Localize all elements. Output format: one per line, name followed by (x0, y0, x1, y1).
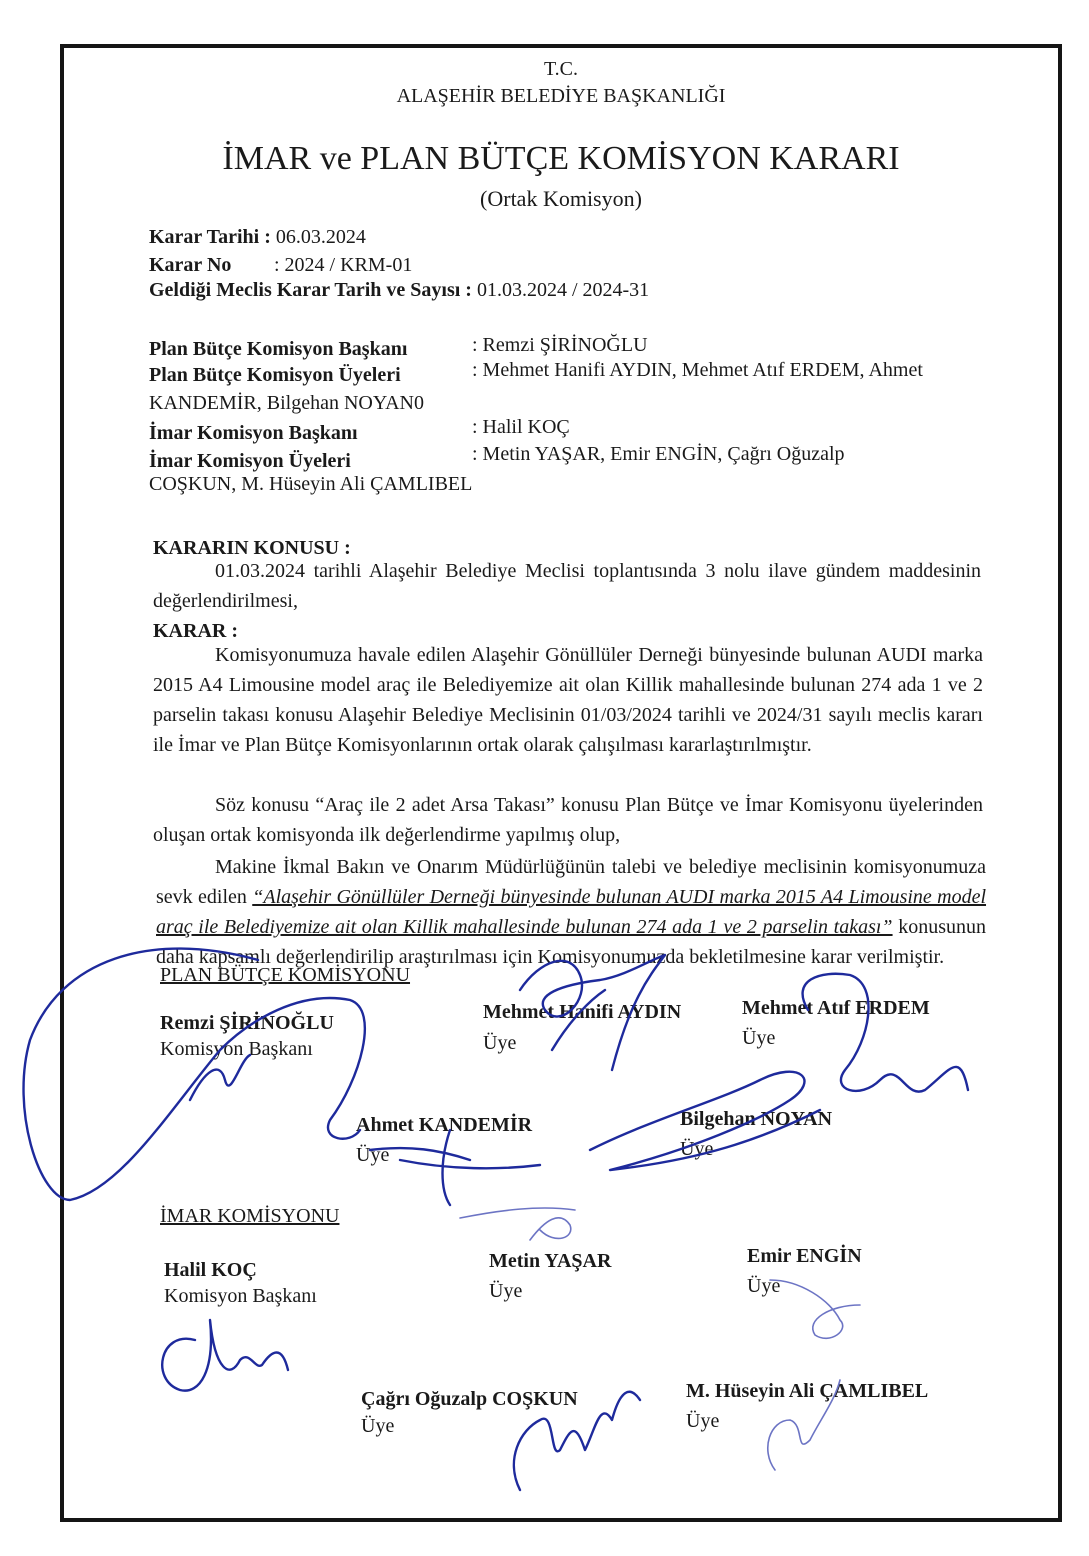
pb-sign-1-name: Remzi ŞİRİNOĞLU (160, 1012, 334, 1034)
imar-members-label: İmar Komisyon Üyeleri (149, 450, 351, 472)
pb-sign-5-name: Bilgehan NOYAN (680, 1108, 833, 1130)
imar-chair-value: : Halil KOÇ (472, 416, 570, 438)
decision-paragraph-1: Komisyonumuza havale edilen Alaşehir Gönüllüler Derneği bünyesinde bulunan AUDI marka 2015 A4 Limousine model araç ile Belediyemize ait olan Killik mahallesinde bulunan 274 ada 1 ve 2 parselin takası konusu Alaşehir Belediye Meclisinin 01/03/2024 tarihli ve 2024/31 sayılı meclis kararı ile İmar ve Plan Bütçe Komisyonlarının ortak olarak çalışılması kararlaştırılmıştır. (153, 644, 983, 756)
imar-sign-4-name: Çağrı Oğuzalp COŞKUN (361, 1388, 578, 1410)
pb-sign-4-name: Ahmet KANDEMİR (356, 1114, 533, 1136)
imar-members-value: : Metin YAŞAR, Emir ENGİN, Çağrı Oğuzalp (472, 443, 845, 465)
imar-sign-3-name: Emir ENGİN (747, 1245, 862, 1267)
imar-sign-5-role: Üye (686, 1410, 720, 1432)
imar-sign-1-role: Komisyon Başkanı (164, 1285, 317, 1307)
imar-sign-3-role: Üye (747, 1275, 781, 1297)
header-institution: ALAŞEHİR BELEDİYE BAŞKANLIĞI (396, 85, 726, 107)
imar-sign-2-name: Metin YAŞAR (489, 1250, 612, 1272)
pb-members-cont: KANDEMİR, Bilgehan NOYAN0 (149, 392, 424, 414)
meclis-label: Geldiği Meclis Karar Tarih ve Sayısı : (149, 279, 472, 301)
pb-sign-3-name: Mehmet Atıf ERDEM (742, 997, 930, 1019)
p3-conclusion: konusunun daha kapsamlı değerlendirilip araştırılması için Komisyonumuzda bekletilmesine karar verilmiştir. (156, 916, 986, 968)
imar-chair-label: İmar Komisyon Başkanı (149, 422, 358, 444)
pb-chair-label: Plan Bütçe Komisyon Başkanı (149, 338, 408, 360)
imar-sign-4-role: Üye (361, 1415, 395, 1437)
subject-heading: KARARIN KONUSU : (153, 537, 351, 559)
pb-sign-5-role: Üye (680, 1138, 714, 1160)
meclis-value: 01.03.2024 / 2024-31 (476, 279, 650, 301)
subject-text: 01.03.2024 tarihli Alaşehir Belediye Meclisi toplantısında 3 nolu ilave gündem maddesinin değerlendirilmesi, (153, 560, 981, 612)
document-subtitle: (Ortak Komisyon) (480, 186, 642, 211)
imar-heading: İMAR KOMİSYONU (160, 1205, 340, 1227)
p3-intro: Makine İkmal Bakın ve Onarım Müdürlüğünün talebi ve belediye meclisinin komisyonumuza sevk edilen (156, 856, 986, 908)
imar-sign-1-name: Halil KOÇ (164, 1259, 257, 1281)
decision-no-value: : 2024 / KRM-01 (274, 254, 413, 276)
pb-chair-value: : Remzi ŞİRİNOĞLU (472, 334, 648, 356)
p3-quote: “Alaşehir Gönüllüler Derneği bünyesinde bulunan AUDI marka 2015 A4 Limousine model araç ile Belediyemize ait olan Killik mahallesinde bulunan 274 ada 1 ve 2 parselin takası” (156, 886, 987, 938)
decision-paragraph-3 (156, 852, 986, 972)
decision-paragraph-2: Söz konusu “Araç ile 2 adet Arsa Takası” konusu Plan Bütçe ve İmar Komisyonu üyelerinden oluşan ortak komisyonda ilk değerlendirme yapılmış olup, (153, 794, 983, 846)
imar-sign-5-name: M. Hüseyin Ali ÇAMLIBEL (686, 1380, 929, 1402)
plan-butce-heading: PLAN BÜTÇE KOMİSYONU (160, 964, 411, 986)
decision-date (149, 226, 366, 249)
pb-sign-4-role: Üye (356, 1144, 390, 1166)
decision-date-value: 06.03.2024 (275, 226, 366, 248)
decision-heading: KARAR : (153, 620, 238, 642)
document-title: İMAR ve PLAN BÜTÇE KOMİSYON KARARI (222, 140, 900, 177)
pb-sign-3-role: Üye (742, 1027, 776, 1049)
pb-members-value: : Mehmet Hanifi AYDIN, Mehmet Atıf ERDEM, Ahmet (472, 359, 923, 381)
pb-members-label: Plan Bütçe Komisyon Üyeleri (149, 364, 401, 386)
pb-sign-2-role: Üye (483, 1032, 517, 1054)
decision-no-label: Karar No (149, 254, 232, 276)
header-tc: T.C. (543, 58, 579, 80)
meclis-reference (149, 279, 649, 302)
pb-sign-2-name: Mehmet Hanifi AYDIN (483, 1001, 682, 1023)
imar-members-cont: COŞKUN, M. Hüseyin Ali ÇAMLIBEL (149, 473, 473, 495)
pb-sign-1-role: Komisyon Başkanı (160, 1038, 313, 1060)
decision-date-label: Karar Tarihi : (149, 226, 271, 248)
imar-sign-2-role: Üye (489, 1280, 523, 1302)
